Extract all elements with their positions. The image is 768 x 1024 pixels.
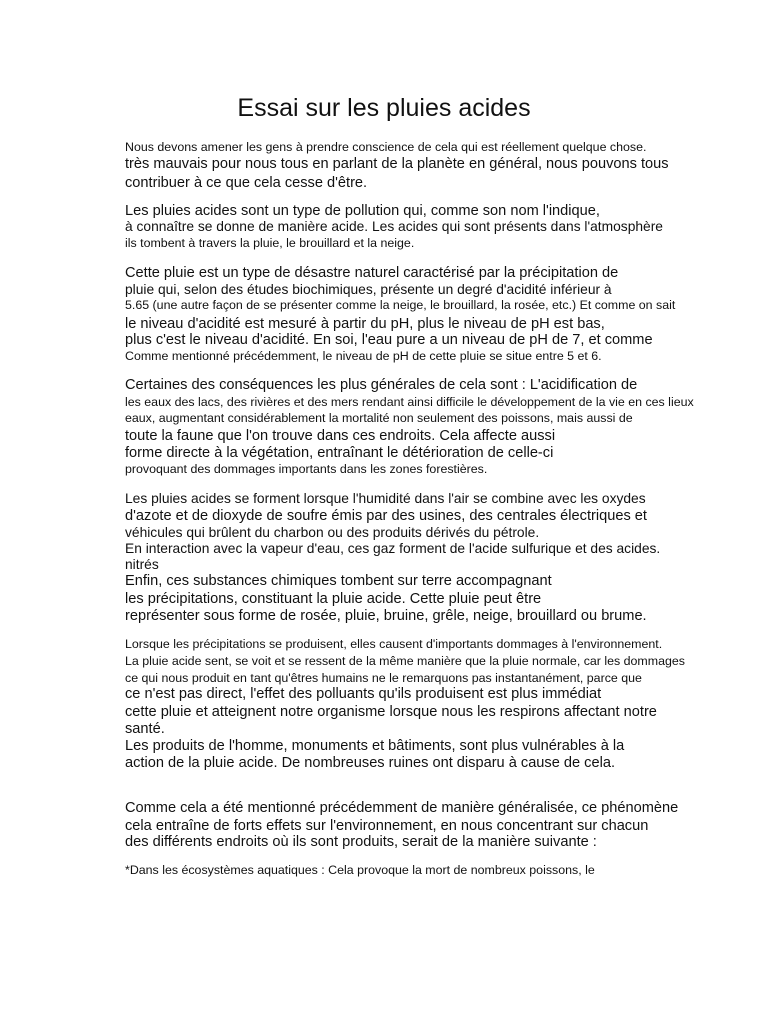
text-line: Certaines des conséquences les plus générales de cela sont : L'acidification de (125, 377, 638, 393)
text-line: Comme mentionné précédemment, le niveau de pH de cette pluie se situe entre 5 et 6. (125, 349, 602, 363)
text-line: toute la faune que l'on trouve dans ces endroits. Cela affecte aussi (125, 428, 556, 444)
text-line: Enfin, ces substances chimiques tombent sur terre accompagnant (125, 573, 552, 589)
text-line: 5.65 (une autre façon de se présenter comme la neige, le brouillard, la rosée, etc.) Et comme on sait (125, 298, 676, 312)
text-line: Les pluies acides sont un type de pollution qui, comme son nom l'indique, (125, 203, 600, 219)
text-line: Nous devons amener les gens à prendre conscience de cela qui est réellement quelque chose. (125, 140, 647, 154)
text-line: très mauvais pour nous tous en parlant de la planète en général, nous pouvons tous (125, 156, 669, 172)
text-line: Lorsque les précipitations se produisent, elles causent d'importants dommages à l'environnement. (125, 637, 663, 651)
text-line: les précipitations, constituant la pluie acide. Cette pluie peut être (125, 591, 542, 607)
text-line: eaux, augmentant considérablement la mortalité non seulement des poissons, mais aussi de (125, 411, 633, 425)
text-line: forme directe à la végétation, entraînant le détérioration de celle-ci (125, 445, 554, 461)
text-line: Comme cela a été mentionné précédemment de manière généralisée, ce phénomène (125, 800, 679, 816)
text-line: En interaction avec la vapeur d'eau, ces gaz forment de l'acide sulfurique et des acides. (125, 541, 661, 556)
text-line: Cette pluie est un type de désastre naturel caractérisé par la précipitation de (125, 265, 619, 281)
text-line: pluie qui, selon des études biochimiques, présente un degré d'acidité inférieur à (125, 282, 612, 297)
text-line: véhicules qui brûlent du charbon ou des produits dérivés du pétrole. (125, 525, 540, 540)
text-line: contribuer à ce que cela cesse d'être. (125, 175, 368, 191)
text-line: représenter sous forme de rosée, pluie, bruine, grêle, neige, brouillard ou brume. (125, 608, 647, 624)
text-line: les eaux des lacs, des rivières et des mers rendant ainsi difficile le développement de la vie en ces lieux (125, 395, 694, 409)
text-line: à connaître se donne de manière acide. Les acides qui sont présents dans l'atmosphère (125, 219, 663, 234)
text-line: Les produits de l'homme, monuments et bâtiments, sont plus vulnérables à la (125, 738, 625, 754)
text-line: Les pluies acides se forment lorsque l'humidité dans l'air se combine avec les oxydes (125, 491, 646, 506)
text-line: ce n'est pas direct, l'effet des polluants qu'ils produisent est plus immédiat (125, 686, 602, 702)
text-line: ils tombent à travers la pluie, le brouillard et la neige. (125, 236, 415, 250)
text-line: plus c'est le niveau d'acidité. En soi, l'eau pure a un niveau de pH de 7, et comme (125, 332, 653, 348)
document-title: Essai sur les pluies acides (237, 94, 531, 122)
text-line: nitrés (125, 557, 159, 572)
text-line: *Dans les écosystèmes aquatiques : Cela provoque la mort de nombreux poissons, le (125, 863, 595, 877)
text-line: le niveau d'acidité est mesuré à partir du pH, plus le niveau de pH est bas, (125, 316, 605, 332)
text-line: La pluie acide sent, se voit et se ressent de la même manière que la pluie normale, car les dommages (125, 654, 685, 668)
text-line: ce qui nous produit en tant qu'êtres humains ne le remarquons pas instantanément, parce que (125, 671, 642, 685)
text-line: santé. (125, 721, 165, 737)
text-line: cette pluie et atteignent notre organisme lorsque nous les respirons affectant notre (125, 704, 657, 720)
text-line: provoquant des dommages importants dans les zones forestières. (125, 462, 488, 476)
text-line: action de la pluie acide. De nombreuses ruines ont disparu à cause de cela. (125, 755, 616, 771)
text-line: d'azote et de dioxyde de soufre émis par des usines, des centrales électriques et (125, 508, 647, 524)
text-line: des différents endroits où ils sont produits, serait de la manière suivante : (125, 834, 597, 850)
text-line: cela entraîne de forts effets sur l'environnement, en nous concentrant sur chacun (125, 818, 649, 834)
